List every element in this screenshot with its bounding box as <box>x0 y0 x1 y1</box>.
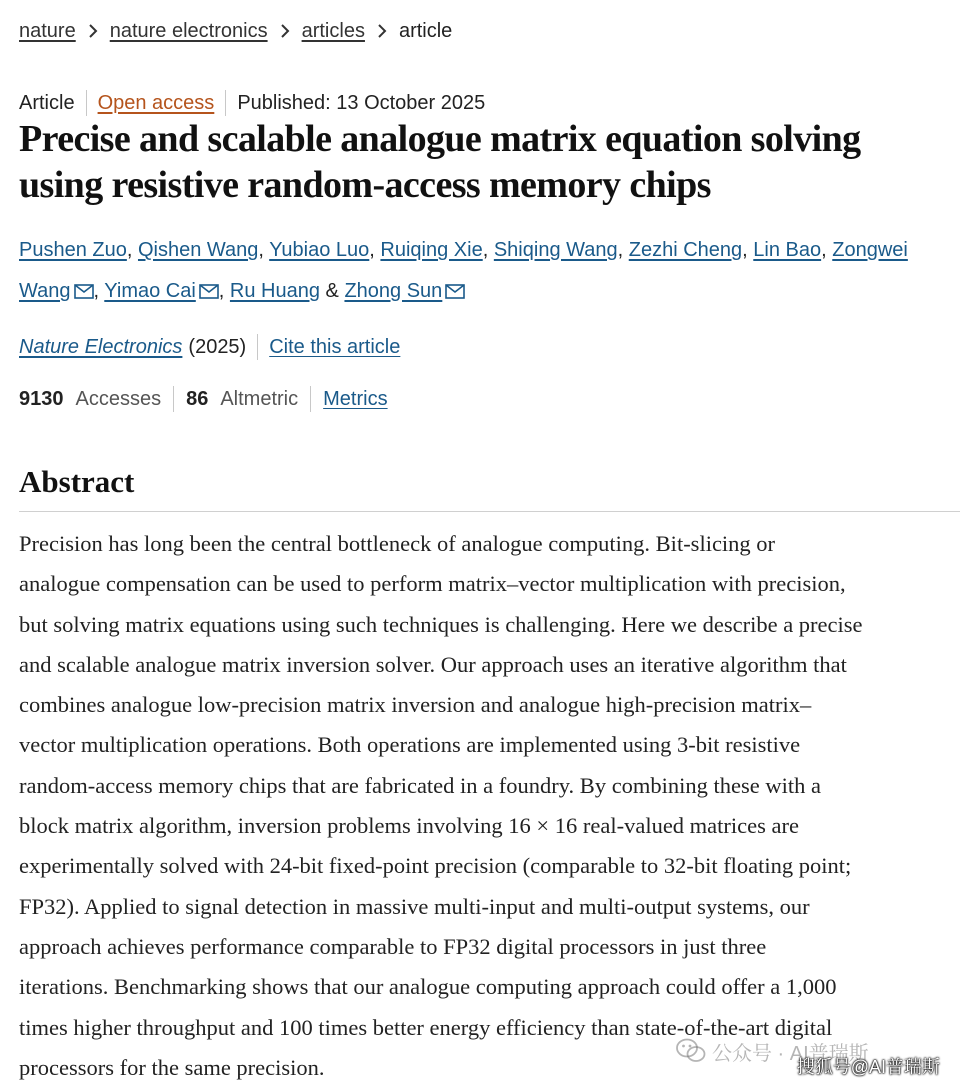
page-title <box>19 116 960 208</box>
journal-link[interactable]: Nature Electronics <box>19 335 183 358</box>
mail-icon[interactable] <box>445 273 465 314</box>
abstract-line: processors for the same precision. <box>19 1054 325 1080</box>
abstract-line: block matrix algorithm, inversion problems involving 16 × 16 real-valued matrices are <box>19 813 799 839</box>
journal-info <box>19 332 400 362</box>
abstract-line: approach achieves performance comparable to FP32 digital processors in just three <box>19 933 767 959</box>
accesses-label: Accesses <box>75 387 162 410</box>
abstract-line: vector multiplication operations. Both operations are implemented using 3-bit resistive <box>19 732 801 758</box>
abstract-line: combines analogue low-precision matrix inversion and analogue high-precision matrix– <box>19 692 812 718</box>
author-link[interactable]: Zhong Sun <box>344 280 443 302</box>
author-list <box>19 230 959 314</box>
abstract-line: experimentally solved with 24-bit fixed-point precision (comparable to 32-bit floating point; <box>19 853 852 879</box>
open-access-link[interactable]: Open access <box>97 91 215 114</box>
author-separator: , <box>482 239 489 261</box>
breadcrumb-nature[interactable]: nature <box>19 19 76 42</box>
chevron-right-icon <box>76 20 110 43</box>
abstract-line: Precision has long been the central bottleneck of analogue computing. Bit-slicing or <box>19 531 776 556</box>
chevron-right-icon <box>365 20 399 43</box>
journal-year: (2025) <box>188 335 247 358</box>
metrics-link[interactable]: Metrics <box>323 387 388 410</box>
author-link[interactable]: Shiqing Wang <box>493 239 618 261</box>
author-link[interactable]: Lin Bao <box>753 239 822 261</box>
altmetric-label: Altmetric <box>220 387 299 410</box>
author-link[interactable]: Ru Huang <box>229 280 320 302</box>
author-separator: , <box>126 239 133 261</box>
abstract-line: analogue compensation can be used to perform matrix–vector multiplication with precision, <box>19 571 846 597</box>
divider <box>173 386 174 412</box>
title-line-2: using resistive random-access memory chips <box>19 164 711 206</box>
article-type: Article <box>19 91 75 114</box>
section-divider <box>19 511 960 512</box>
author-separator: , <box>218 280 225 302</box>
author-link[interactable]: Yubiao Luo <box>269 239 370 261</box>
author-link[interactable]: Yimao Cai <box>104 280 196 302</box>
abstract-heading: Abstract <box>19 464 135 499</box>
cite-article-link[interactable]: Cite this article <box>269 335 401 358</box>
author-link[interactable]: Pushen Zuo <box>19 239 127 261</box>
channel-watermark-text: 公众号 · AI普瑞斯 <box>712 1042 869 1065</box>
author-link[interactable]: Zezhi Cheng <box>628 239 743 261</box>
divider <box>257 334 258 360</box>
author-link[interactable]: Zongwei <box>832 239 908 261</box>
source-watermark: 搜狐号@AI普瑞斯 <box>796 1057 940 1077</box>
author-separator: , <box>617 239 624 261</box>
abstract-line: random-access memory chips that are fabricated in a foundry. By combining these with a <box>19 772 822 798</box>
abstract-line: times higher throughput and 100 times better energy efficiency than state-of-the-art digital <box>19 1014 833 1040</box>
abstract-line: but solving matrix equations using such techniques is challenging. Here we describe a precise <box>19 611 863 637</box>
divider <box>86 90 87 116</box>
author-separator: , <box>742 239 748 261</box>
accesses-count: 9130 <box>19 387 64 410</box>
abstract-text <box>19 524 960 1088</box>
published-date: Published: 13 October 2025 <box>237 91 486 114</box>
article-metrics <box>19 384 388 414</box>
abstract-line: and scalable analogue matrix inversion solver. Our approach uses an iterative algorithm that <box>19 651 847 677</box>
breadcrumb-nature-electronics[interactable]: nature electronics <box>109 19 268 42</box>
author-link[interactable]: Qishen Wang <box>137 239 259 261</box>
author-separator: , <box>93 280 100 302</box>
abstract-line: FP32). Applied to signal detection in massive multi-input and multi-output systems, our <box>19 893 810 919</box>
wechat-icon <box>676 1038 706 1064</box>
altmetric-count: 86 <box>186 387 209 410</box>
author-separator: , <box>369 239 375 261</box>
article-meta <box>19 88 485 118</box>
divider <box>310 386 311 412</box>
breadcrumb-articles[interactable]: articles <box>301 19 365 42</box>
breadcrumb-current: article <box>398 19 453 42</box>
mail-icon[interactable] <box>74 273 94 314</box>
mail-icon[interactable] <box>199 273 219 314</box>
title-line-1: Precise and scalable analogue matrix equation solving <box>19 118 861 160</box>
chevron-right-icon <box>268 20 302 43</box>
author-link[interactable]: Wang <box>19 280 71 302</box>
author-ampersand: & <box>325 280 339 302</box>
breadcrumb <box>19 16 452 46</box>
author-separator: , <box>258 239 264 261</box>
divider <box>225 90 226 116</box>
author-separator: , <box>821 239 827 261</box>
abstract-line: iterations. Benchmarking shows that our analogue computing approach could offer a 1,000 <box>19 974 837 1000</box>
author-link[interactable]: Ruiqing Xie <box>380 239 483 261</box>
